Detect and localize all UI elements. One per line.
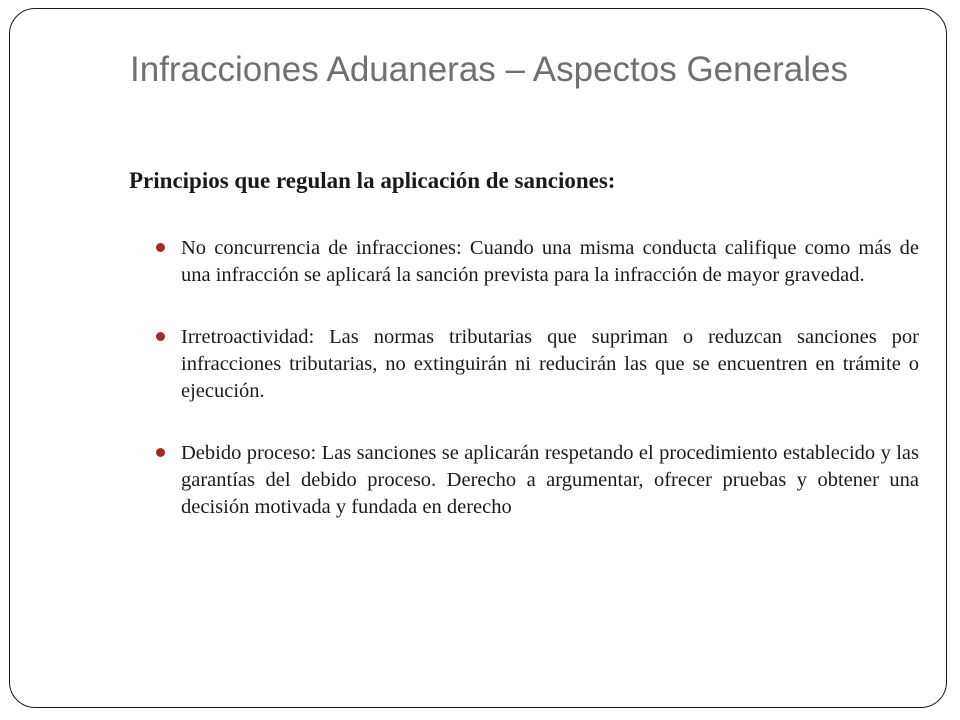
bullet-dot-icon bbox=[156, 243, 165, 252]
bullet-text: No concurrencia de infracciones: Cuando una misma conducta califique como más de una infracción se aplicará la sanción prevista para la infracción de mayor gravedad. bbox=[181, 237, 919, 286]
bullet-dot-icon bbox=[156, 448, 165, 457]
bullet-text: Debido proceso: Las sanciones se aplicarán respetando el procedimiento establecido y las garantías del debido proceso. Derecho a argumentar, ofrecer pruebas y obtener una decisión motivada y fundada en derecho bbox=[181, 442, 919, 518]
slide-subtitle: Principios que regulan la aplicación de sanciones: bbox=[129, 168, 616, 193]
bullet-dot-icon bbox=[156, 332, 165, 341]
bullet-text: Irretroactividad: Las normas tributarias que supriman o reduzcan sanciones por infracciones tributarias, no extinguirán ni reducirán las que se encuentren en trámite o ejecución. bbox=[181, 326, 919, 402]
slide-title: Infracciones Aduaneras – Aspectos Generales bbox=[130, 50, 848, 89]
bullet-item-debido-proceso bbox=[181, 440, 919, 521]
slide-frame bbox=[9, 8, 947, 708]
bullet-list bbox=[181, 235, 919, 556]
bullet-item-no-concurrencia bbox=[181, 235, 919, 289]
bullet-item-irretroactividad bbox=[181, 324, 919, 405]
